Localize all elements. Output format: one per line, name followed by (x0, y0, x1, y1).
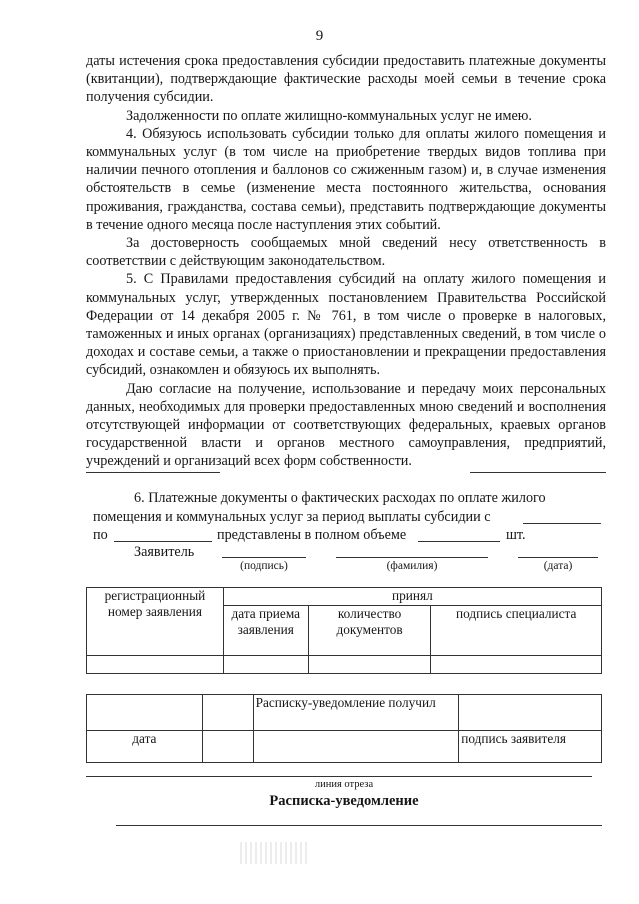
paragraph: даты истечения срока предоставления субсидии предоставить платежные документы (квитанции), подтверждающие фактические расходы моей семьи в течение срока получения субсидии. (86, 53, 606, 106)
applicant-signature-label: подпись заявителя (459, 731, 602, 763)
signature-line-left (86, 472, 220, 473)
signature-caption: (подпись) (240, 560, 288, 572)
period-from-field[interactable] (523, 523, 601, 524)
paragraph: За достоверность сообщаемых мной сведений несу ответственность в соответствии с действующим законодательством. (86, 235, 606, 270)
receipt-date-cell[interactable] (202, 731, 253, 763)
bottom-line (116, 825, 602, 826)
empty-cell (87, 695, 203, 731)
receipt-date-label: дата (87, 731, 203, 763)
cut-line-label: линия отреза (314, 779, 374, 790)
empty-cell (459, 695, 602, 731)
applicant-surname-field[interactable] (336, 557, 488, 558)
page-number: 9 (315, 28, 324, 44)
paragraph: 4. Обязуюсь использовать субсидии только для оплаты жилого помещения и коммунальных услуг (в том числе на приобретение твердых видов топлива при наличии печного отопления и баллонов со сжиженным газом) и, в случае изменения обстоятельств в семье (изменение места постоянного жительства, основания проживания, гражданства, состава семьи), представить подтверждающие документы в течение одного месяца после наступления этих событий. (86, 125, 606, 233)
section6-line1: 6. Платежные документы о фактических расходах по оплате жилого (134, 490, 546, 506)
registration-table (86, 587, 602, 674)
column-header: подпись специалиста (431, 606, 602, 656)
date-caption: (дата) (543, 560, 573, 572)
section6-line2: помещения и коммунальных услуг за период выплаты субсидии с (93, 509, 491, 525)
receipt-received-label: Расписку-уведомление получил (253, 695, 459, 731)
count-unit: шт. (506, 527, 526, 543)
cut-line (86, 776, 592, 777)
period-to-field[interactable] (114, 541, 212, 542)
receipt-title: Расписка-уведомление (269, 793, 419, 809)
doc-count-cell[interactable] (308, 656, 431, 674)
period-to-label: по (93, 527, 108, 543)
reg-number-cell[interactable] (87, 656, 224, 674)
receipt-table (86, 694, 602, 763)
reg-number-header: регистрационный номер заявления (87, 588, 224, 656)
scan-smudge (240, 842, 310, 864)
signature-line-right (470, 472, 606, 473)
applicant-date-field[interactable] (518, 557, 598, 558)
document-count-field[interactable] (418, 541, 500, 542)
applicant-signature-field[interactable] (222, 557, 306, 558)
column-header: количество документов (308, 606, 431, 656)
paragraph: Задолженности по оплате жилищно-коммунальных услуг не имею. (126, 107, 532, 124)
surname-caption: (фамилия) (386, 560, 438, 572)
empty-cell (202, 695, 253, 731)
applicant-label: Заявитель (134, 544, 195, 560)
full-volume-text: представлены в полном объеме (217, 527, 407, 543)
body-text (86, 52, 606, 471)
paragraph: Даю согласие на получение, использование и передачу моих персональных данных, необходимых для проверки предоставленных мною сведений и восполнения отсутствующей информации от соответствующих федеральных, краевых органов государственной власти и органов местного самоуправления, предприятий, учреждений и организаций всех форм собственности. (86, 380, 606, 470)
accept-date-cell[interactable] (223, 656, 308, 674)
paragraph: 5. С Правилами предоставления субсидий на оплату жилого помещения и коммунальных услуг, утвержденных постановлением Правительства Российской Федерации от 14 декабря 2005 г. № 761, в том числе о проверке в налоговых, таможенных и иных органах (организациях) представленных сведений, в том числе о доходах и составе семьи, а также о приостановлении и прекращении предоставления субсидий, ознакомлен и обязуюсь их выполнять. (86, 271, 606, 379)
specialist-signature-cell[interactable] (431, 656, 602, 674)
receipt-blank-cell[interactable] (253, 731, 459, 763)
accepted-header: принял (223, 588, 601, 606)
column-header: дата приема заявления (223, 606, 308, 656)
